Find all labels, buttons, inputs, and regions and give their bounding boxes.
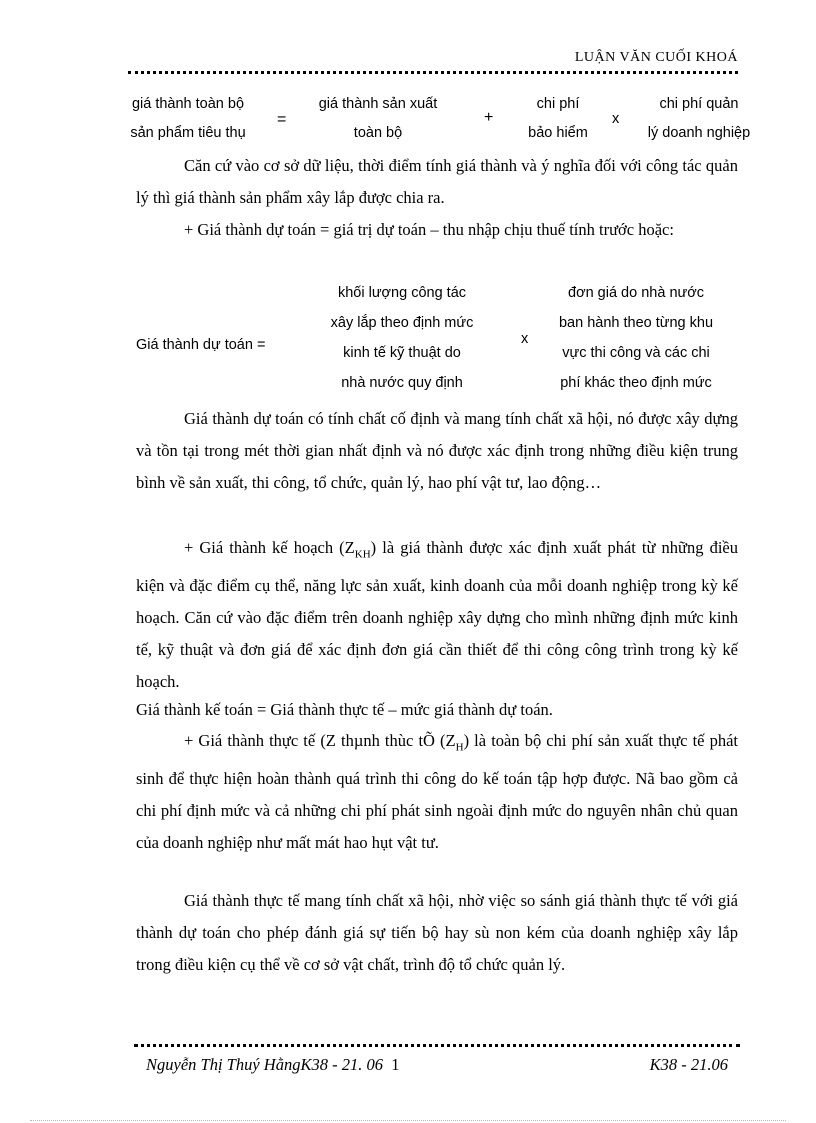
- paragraph-actual-comparison: [136, 885, 738, 981]
- planned-cost-before: + Giá thành kế hoạch (Z: [184, 538, 355, 557]
- formula1-times: x: [612, 111, 620, 127]
- formula1-left-line2: sản phẩm tiêu thụ: [130, 125, 246, 141]
- formula1-term3-line1: chi phí quản: [659, 96, 739, 112]
- formula1-term2-line1: chi phí: [536, 96, 580, 112]
- paragraph-estimated-cost-text: + Giá thành dự toán = giá trị dự toán – thu nhập chịu thuế tính trước hoặc:: [184, 220, 674, 239]
- formula1-left-line1: giá thành toàn bộ: [131, 96, 245, 112]
- header-title: LUẬN VĂN CUỐI KHOÁ: [574, 50, 738, 65]
- formula2-mid-line2: xây lắp theo định mức: [330, 315, 474, 331]
- bottom-border: [30, 1120, 786, 1121]
- paragraph-actual-cost-text: [136, 725, 738, 859]
- paragraph-estimated-cost: [136, 214, 738, 246]
- paragraph-actual-comparison-text: Giá thành thực tế mang tính chất xã hội, nhờ việc so sánh giá thành thực tế với giá thành dự toán cho phép đánh giá sự tiến bộ hay sù non kém của doanh nghiệp xây lắp trong điều kiện cụ thể về cơ sở vật chất, trình độ tổ chức quản lý.: [136, 891, 738, 974]
- formula2-mid-line1: khối lượng công tác: [337, 285, 467, 301]
- formula1-plus: +: [484, 109, 494, 126]
- formula2-times: x: [521, 331, 529, 347]
- footer-page-number: 1: [391, 1055, 400, 1074]
- actual-cost-after: ) là toàn bộ chi phí sản xuất thực tế phát sinh để thực hiện hoàn thành quá trình thi công do kế toán tập hợp được. Nã bao gồm cả chi phí định mức và cả những chi phí phát sinh ngoài định mức do nguyên nhân chủ quan của doanh nghiệp như mất mát hao hụt vật tư.: [136, 731, 738, 853]
- actual-cost-subscript: H: [455, 741, 464, 754]
- formula2-right-line2: ban hành theo từng khu: [558, 315, 714, 331]
- accounting-cost-line: Giá thành kế toán = Giá thành thực tế – mức giá thành dự toán.: [136, 700, 553, 719]
- formula2-mid-line4: nhà nước quy định: [341, 375, 463, 391]
- header-divider: [128, 71, 738, 74]
- formula2-right-line4: phí khác theo định mức: [560, 375, 712, 391]
- paragraph-classification-text: Căn cứ vào cơ sở dữ liệu, thời điểm tính giá thành và ý nghĩa đối với công tác quản lý thì giá thành sản phẩm xây lắp được chia ra.: [136, 156, 738, 207]
- formula1-term2-line2: bảo hiểm: [528, 125, 588, 141]
- planned-cost-subscript: KH: [354, 548, 371, 561]
- paragraph-planned-cost-text: [136, 532, 738, 698]
- formula2-right-line1: đơn giá do nhà nước: [568, 285, 704, 301]
- formula1-equals: =: [277, 111, 287, 128]
- footer-author: [146, 1055, 399, 1075]
- planned-cost-after: ) là giá thành được xác định xuất phát từ những điều kiện và đặc điểm cụ thể, năng lực sản xuất, kinh doanh của mỗi doanh nghiệp trong kỳ kế hoạch. Căn cứ vào đặc điểm trên doanh nghiệp xây dựng cho mình những định mức kinh tế, kỹ thuật và đơn giá để xác định đơn giá cần thiết để thi công công trình trong kỳ kế hoạch.: [136, 538, 738, 692]
- footer-class: K38 - 21.06: [649, 1055, 728, 1074]
- formula2-right-line3: vực thi công và các chi: [562, 345, 710, 361]
- paragraph-estimated-nature: [136, 403, 738, 499]
- paragraph-estimated-nature-text: Giá thành dự toán có tính chất cố định và mang tính chất xã hội, nó được xây dựng và tồn tại trong mét thời gian nhất định và nó được xác định trong những điều kiện trung bình về sản xuất, thi công, tổ chức, quản lý, hao phí vật tư, lao động…: [136, 409, 738, 492]
- paragraph-actual-cost: [136, 725, 738, 859]
- formula1-term1-line1: giá thành sản xuất: [318, 96, 438, 112]
- formula2-mid-line3: kinh tế kỹ thuật do: [343, 345, 461, 361]
- formula1-term1-line2: toàn bộ: [353, 125, 403, 141]
- formula2-left: Giá thành dự toán =: [136, 337, 266, 353]
- paragraph-classification: [136, 150, 738, 214]
- footer-divider: [134, 1044, 740, 1047]
- footer-author-text: Nguyễn Thị Thuý HằngK38 - 21. 06: [146, 1055, 383, 1074]
- paragraph-planned-cost: [136, 532, 738, 698]
- actual-cost-before: + Giá thành thực tế (Z thµnh thùc tÕ (Z: [184, 731, 456, 750]
- formula1-term3-line2: lý doanh nghiệp: [647, 125, 751, 141]
